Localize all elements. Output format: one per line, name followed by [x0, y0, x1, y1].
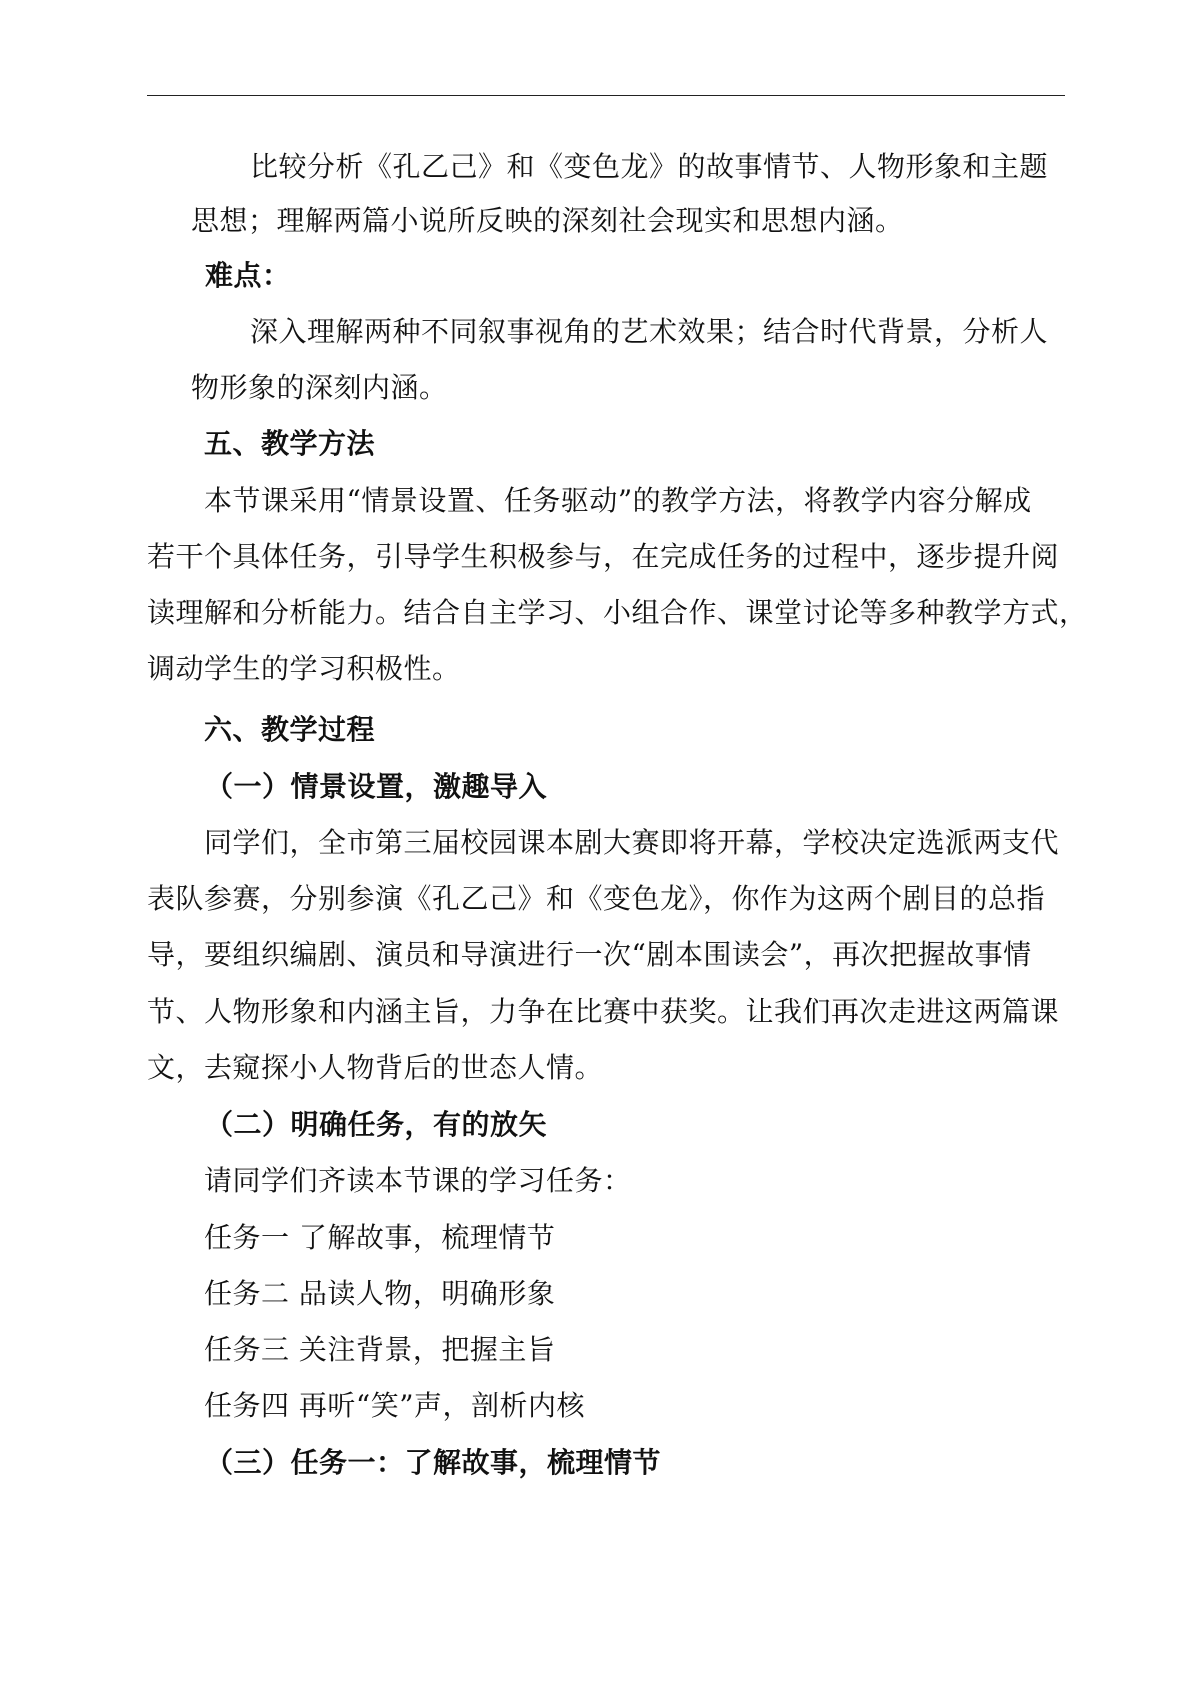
document-page — [147, 0, 1088, 1697]
paragraph-3-line-2: 若干个具体任务，引导学生积极参与，在完成任务的过程中，逐步提升阅 — [147, 540, 1060, 573]
paragraph-3-line-4: 调动学生的学习积极性。 — [147, 652, 461, 685]
section-5-heading: 五、教学方法 — [204, 427, 376, 460]
difficulty-label: 难点： — [205, 259, 291, 292]
paragraph-2-line-2: 物形象的深刻内涵。 — [191, 371, 448, 404]
paragraph-3-line-3: 读理解和分析能力。结合自主学习、小组合作、课堂讨论等多种教学方式， — [147, 596, 1088, 629]
task-item-4: 任务四 再听“笑”声，剖析内核 — [204, 1389, 586, 1422]
task-item-3: 任务三 关注背景，把握主旨 — [204, 1333, 556, 1366]
paragraph-3-line-1: 本节课采用“情景设置、任务驱动”的教学方法，将教学内容分解成 — [204, 484, 1032, 517]
subsection-1-heading: （一）情景设置，激趣导入 — [205, 770, 548, 803]
paragraph-4-line-2: 表队参赛，分别参演《孔乙己》和《变色龙》，你作为这两个剧目的总指 — [147, 882, 1046, 915]
task-item-1: 任务一 了解故事，梳理情节 — [204, 1221, 556, 1254]
paragraph-5: 请同学们齐读本节课的学习任务： — [204, 1164, 632, 1197]
paragraph-4-line-3: 导，要组织编剧、演员和导演进行一次“剧本围读会”，再次把握故事情 — [147, 938, 1032, 971]
paragraph-1-line-2: 思想；理解两篇小说所反映的深刻社会现实和思想内涵。 — [191, 204, 904, 237]
subsection-3-heading: （三）任务一：了解故事，梳理情节 — [205, 1446, 662, 1479]
task-item-2: 任务二 品读人物，明确形象 — [204, 1277, 556, 1310]
paragraph-4-line-5: 文，去窥探小人物背后的世态人情。 — [147, 1051, 604, 1084]
section-6-heading: 六、教学过程 — [204, 713, 376, 746]
paragraph-2-line-1: 深入理解两种不同叙事视角的艺术效果；结合时代背景，分析人 — [250, 315, 1049, 348]
paragraph-4-line-4: 节、人物形象和内涵主旨，力争在比赛中获奖。让我们再次走进这两篇课 — [147, 995, 1060, 1028]
paragraph-4-line-1: 同学们，全市第三届校园课本剧大赛即将开幕，学校决定选派两支代 — [204, 826, 1060, 859]
paragraph-1-line-1: 比较分析《孔乙己》和《变色龙》的故事情节、人物形象和主题 — [250, 150, 1049, 183]
subsection-2-heading: （二）明确任务，有的放矢 — [205, 1108, 548, 1141]
